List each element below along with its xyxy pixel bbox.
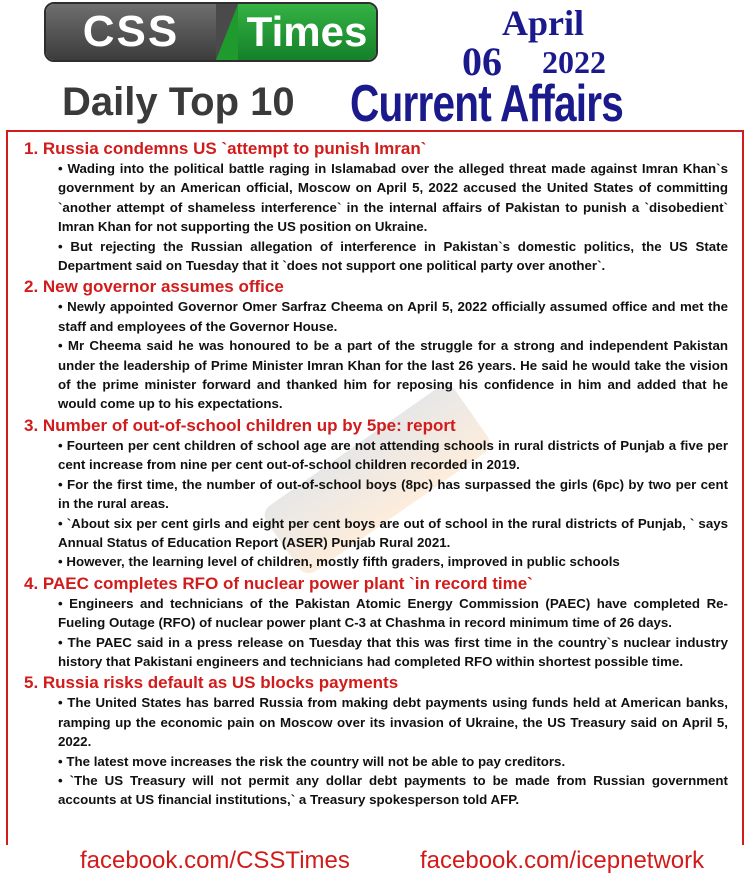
- news-item-bullet: • Newly appointed Governor Omer Sarfraz Cheema on April 5, 2022 officially assumed office and met the staff and employees of the Governor House.: [8, 297, 742, 336]
- news-item: [8, 277, 742, 413]
- news-item-bullet: • Wading into the political battle raging in Islamabad over the alleged threat made against Imran Khan`s government by an American official, Moscow on April 5, 2022 accused the United States of committing `another attempt of shameless interference` in the internal affairs of Pakistan to punish a `disobedient` Imran Khan for not supporting the US position on Ukraine.: [8, 159, 742, 237]
- logo-css-text: CSS: [46, 4, 216, 60]
- news-item-title: 2. New governor assumes office: [24, 277, 284, 297]
- news-item-bullet: • Mr Cheema said he was honoured to be a part of the struggle for a strong and independent Pakistan under the leadership of Prime Minister Imran Khan for the last 26 years. He said he would take the vision of the prime minister forward and thanked him for reposing his confidence in him and added that he would come up to his expectations.: [8, 336, 742, 414]
- logo-slash: [216, 4, 238, 60]
- news-item-bullet: • However, the learning level of children, mostly fifth graders, improved in public schools: [8, 552, 742, 571]
- news-item-bullet: • `The US Treasury will not permit any dollar debt payments to be made from Russian government accounts at US financial institutions,` a Treasury spokesperson told AFP.: [8, 771, 742, 810]
- news-item-title: 1. Russia condemns US `attempt to punish Imran`: [24, 139, 427, 158]
- news-list: [8, 132, 742, 810]
- date-month: April: [502, 3, 585, 43]
- news-item-title: 5. Russia risks default as US blocks payments: [24, 673, 399, 693]
- daily-top-heading: Daily Top 10: [62, 80, 295, 124]
- header: [0, 0, 750, 133]
- news-item-bullet: • Fourteen per cent children of school age are not attending schools in rural districts of Punjab a five per cent increase from nine per cent out-of-school children recorded in 2019.: [8, 436, 742, 475]
- news-item: [8, 416, 742, 572]
- news-item-bullet: • The United States has barred Russia from making debt payments using funds held at American banks, ramping up the economic pain on Moscow over its invasion of Ukraine, the US Treasury said on April 5, 2022.: [8, 693, 742, 751]
- footer-link-csstimes[interactable]: facebook.com/CSSTimes: [80, 847, 350, 874]
- news-item-title: 4. PAEC completes RFO of nuclear power plant `in record time`: [24, 573, 533, 593]
- news-item-bullet: • The latest move increases the risk the country will not be able to pay creditors.: [8, 752, 742, 771]
- news-item-bullet: • But rejecting the Russian allegation of interference in Pakistan`s domestic politics, the US State Department said on Tuesday that it `does not support one political party over another`.: [8, 237, 742, 276]
- content-box: [6, 130, 744, 845]
- news-item: [8, 139, 742, 275]
- news-item: [8, 574, 742, 672]
- news-item-bullet: • Engineers and technicians of the Pakistan Atomic Energy Commission (PAEC) have completed Re-Fueling Outage (RFO) of nuclear power plant C-3 at Chashma in record minimum time of 26 days.: [8, 594, 742, 633]
- current-affairs-heading: Current Affairs: [350, 75, 624, 133]
- news-item-bullet: • `About six per cent girls and eight per cent boys are out of school in the rural districts of Punjab, ` says Annual Status of Education Report (ASER) Punjab Rural 2021.: [8, 514, 742, 553]
- news-item-bullet: • For the first time, the number of out-of-school boys (8pc) has surpassed the girls (6pc) by two per cent in the rural areas.: [8, 475, 742, 514]
- date-day: 06: [462, 39, 502, 84]
- date-year: 2022: [542, 44, 606, 80]
- logo-times-text: Times: [238, 4, 376, 60]
- news-item-title: 3. Number of out-of-school children up by 5pe: report: [24, 415, 456, 435]
- footer-link-icepnetwork[interactable]: facebook.com/icepnetwork: [420, 847, 705, 874]
- css-times-logo: [44, 2, 378, 62]
- news-item: [8, 673, 742, 809]
- footer: [0, 845, 750, 875]
- news-item-bullet: • The PAEC said in a press release on Tuesday that this was first time in the country`s nuclear industry history that Pakistani engineers and technicians had completed RFO within shortest possible time.: [8, 633, 742, 672]
